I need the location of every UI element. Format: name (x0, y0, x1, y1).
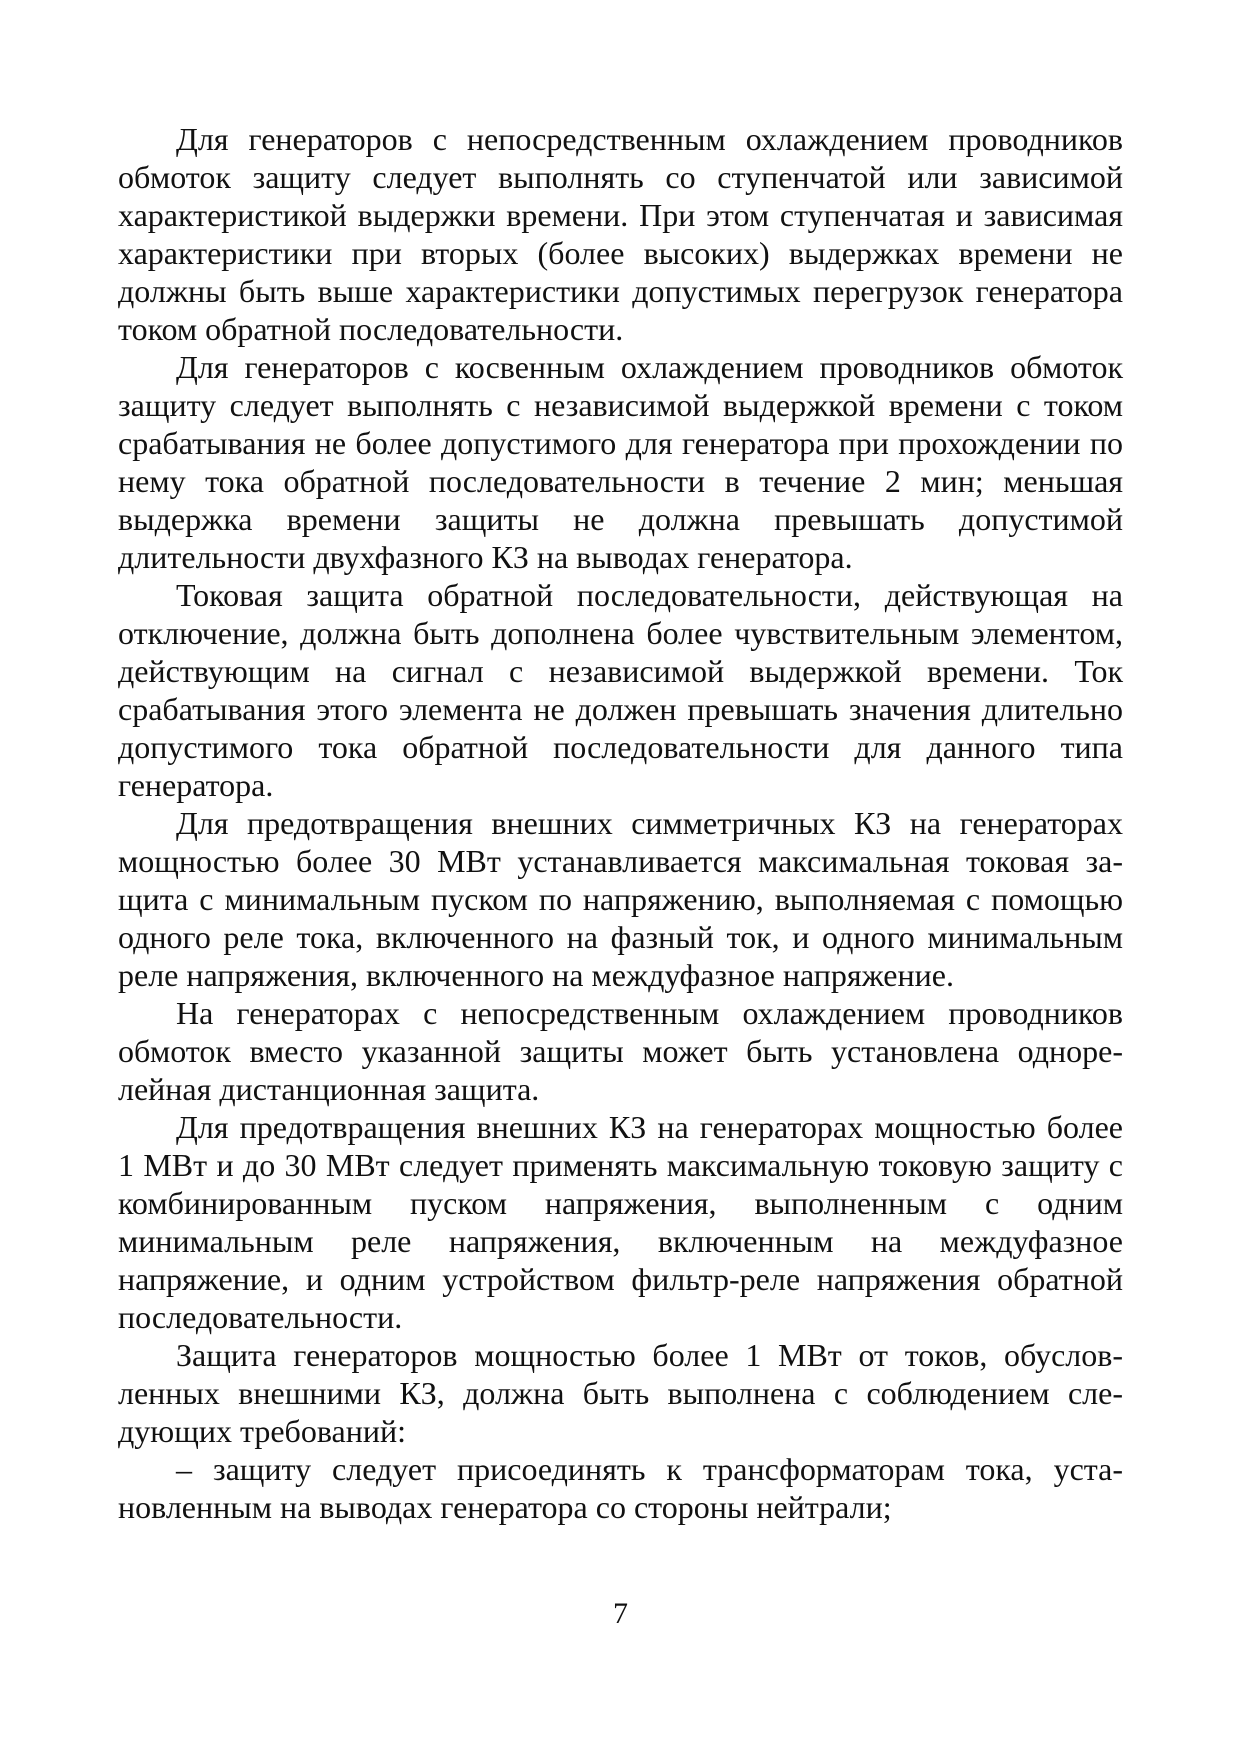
paragraph-1: Для генераторов с непосредственным охлаждением проводников обмоток защиту следует выполнять со ступенчатой или зависимой характеристикой выдержки времени. При этом ступенчатая и зависимая характеристики при вторых (более высоких) выдержках времени не должны быть выше характеристики допустимых перегрузок генератора током обратной последовательности. (118, 121, 1123, 347)
list-item-1: – защиту следует присоединять к трансформаторам тока, установленным на выводах генератора со стороны нейтрали; (118, 1451, 1123, 1525)
paragraph-4: Для предотвращения внешних симметричных КЗ на генераторах мощностью более 30 МВт устанавливается максимальная токовая защита с минимальным пуском по напряжению, выполняемая с помощью одного реле тока, включенного на фазный ток, и одного минимальным реле напряжения, включенного на междуфазное напряжение. (118, 805, 1123, 993)
paragraph-7: Защита генераторов мощностью более 1 МВт от токов, обусловленных внешними КЗ, должна быть выполнена с соблюдением следующих требований: (118, 1337, 1123, 1449)
document-body (118, 120, 1123, 1526)
page-number: 7 (613, 1597, 628, 1630)
paragraph-6: Для предотвращения внешних КЗ на генераторах мощностью более 1 МВт и до 30 МВт следует применять максимальную токовую защиту с комбинированным пуском напряжения, выполненным с одним минимальным реле напряжения, включенным на междуфазное напряжение, и одним устройством фильтр-реле напряжения обратной последовательности. (118, 1109, 1123, 1335)
paragraph-2: Для генераторов с косвенным охлаждением проводников обмоток защиту следует выполнять с независимой выдержкой времени с током срабатывания не более допустимого для генератора при прохождении по нему тока обратной последовательности в течение 2 мин; меньшая выдержка времени защиты не должна превышать допустимой длительности двухфазного КЗ на выводах генератора. (118, 349, 1123, 575)
paragraph-3: Токовая защита обратной последовательности, действующая на отключение, должна быть дополнена более чувствительным элементом, действующим на сигнал с независимой выдержкой времени. Ток срабатывания этого элемента не должен превышать значения длительно допустимого тока обратной последовательности для данного типа генератора. (118, 577, 1123, 803)
paragraph-5: На генераторах с непосредственным охлаждением проводников обмоток вместо указанной защиты может быть установлена однорелейная дистанционная защита. (118, 995, 1123, 1107)
